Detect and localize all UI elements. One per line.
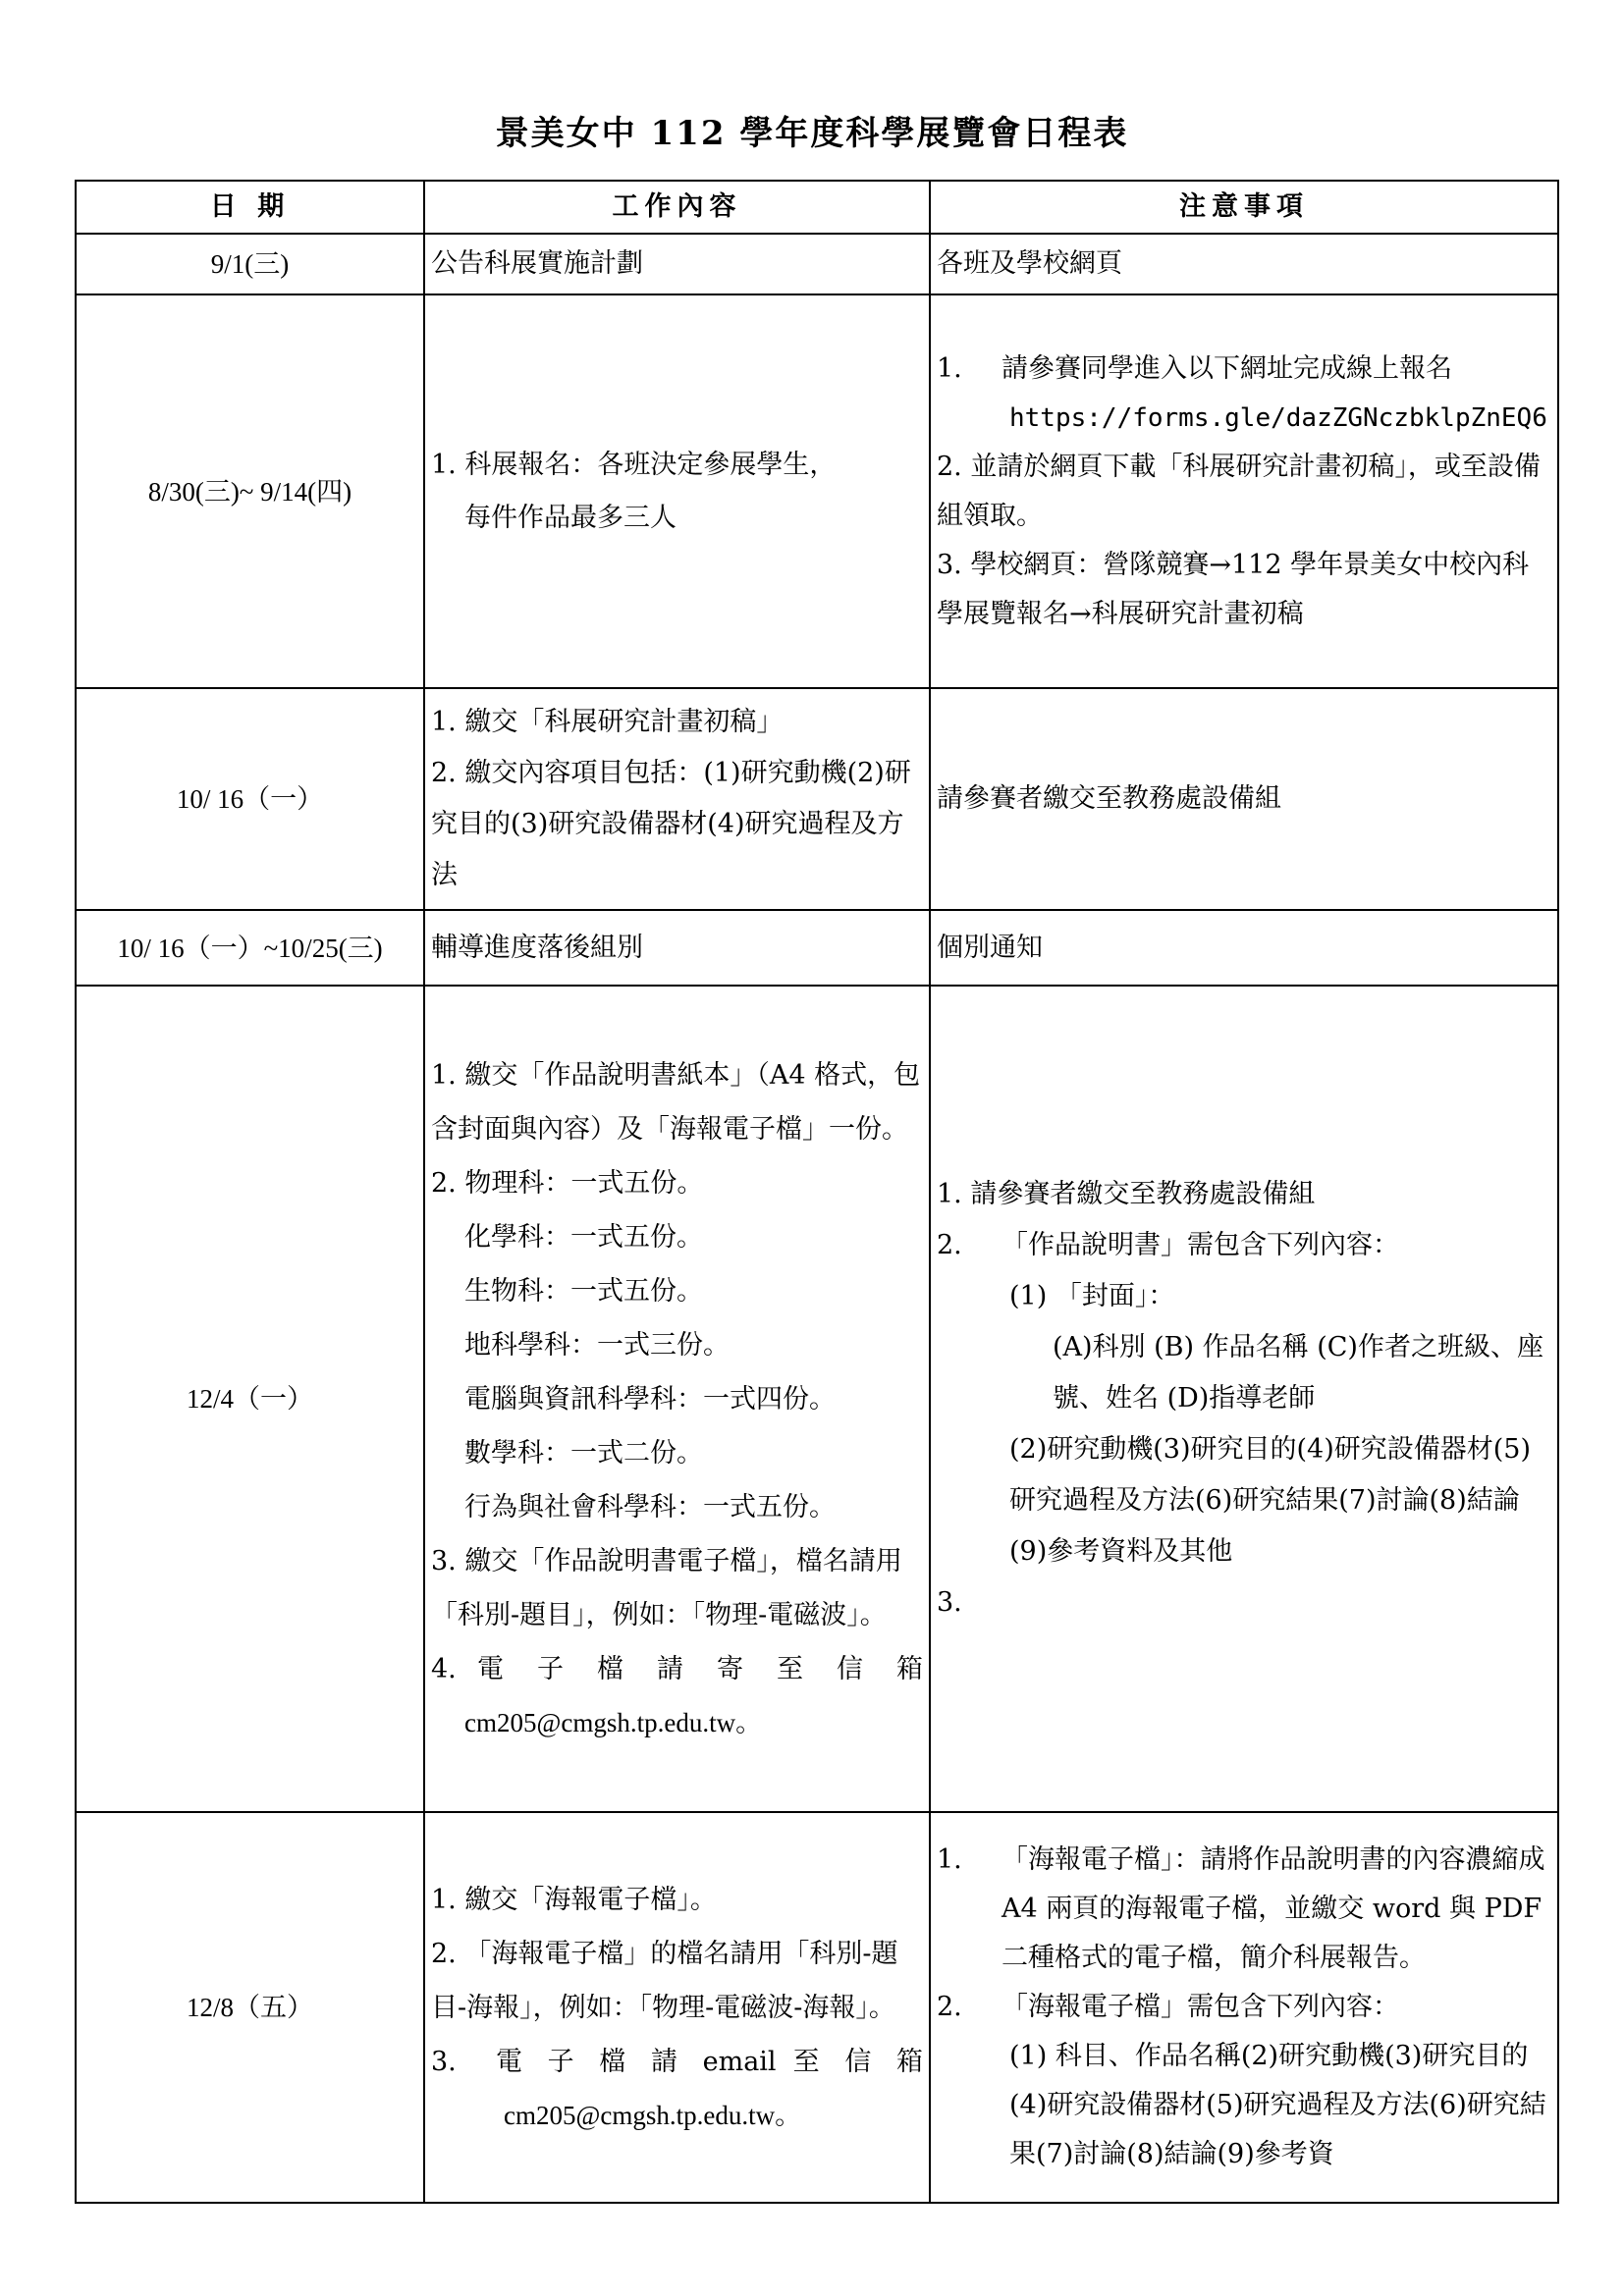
note-line: (2)研究動機(3)研究目的(4)研究設備器材(5)研究過程及方法(6)研究結果(7)討論(8)結論(9)參考資料及其他 xyxy=(1009,1434,1531,1567)
work-line: 數學科：一式二份。 xyxy=(464,1437,703,1468)
date-cell: 12/8（五） xyxy=(76,1812,424,2203)
notes-cell xyxy=(930,986,1558,1812)
note-line: (A)科別 (B) 作品名稱 (C)作者之班級、座號、姓名 (D)指導老師 xyxy=(1053,1332,1543,1414)
note-text: 「海報電子檔」需包含下列內容： xyxy=(1001,1992,1399,2022)
note-text: 3. 學校網頁：營隊競賽→112 學年景美女中校內科學展覽報名→科展研究計畫初稿 xyxy=(937,549,1530,629)
work-line: 化學科：一式五份。 xyxy=(464,1221,703,1253)
note-item xyxy=(937,443,1551,541)
date-cell: 10/ 16（一） xyxy=(76,688,424,910)
header-notes: 注意事項 xyxy=(930,181,1558,234)
notes-cell: 個別通知 xyxy=(930,910,1558,986)
work-line: 4. 電 子 檔 請 寄 至 信 箱 xyxy=(431,1653,923,1684)
notes-cell: 各班及學校網頁 xyxy=(930,234,1558,294)
note-item xyxy=(937,541,1551,639)
work-line: 1. 繳交「科展研究計畫初稿」 xyxy=(431,707,784,737)
note-text: 請參賽同學進入以下網址完成線上報名 xyxy=(1001,352,1452,384)
table-row xyxy=(76,986,1558,1812)
note-item xyxy=(937,1983,1551,2032)
note-item xyxy=(937,1836,1551,1983)
notes-cell xyxy=(930,1812,1558,2203)
work-cell xyxy=(424,294,930,688)
work-number: 3. xyxy=(431,2046,457,2077)
work-line: 2. 物理科：一式五份。 xyxy=(431,1167,704,1199)
table-row xyxy=(76,234,1558,294)
work-cell: 輔導進度落後組別 xyxy=(424,910,930,986)
date-cell: 10/ 16（一）~10/25(三) xyxy=(76,910,424,986)
note-line: 3. xyxy=(937,1587,962,1618)
note-line: (1) 「封面」： xyxy=(1009,1281,1175,1311)
work-line: 電腦與資訊科學科：一式四份。 xyxy=(464,1383,836,1415)
notes-cell: 請參賽者繳交至教務處設備組 xyxy=(930,688,1558,910)
note-item xyxy=(937,1220,1551,1271)
note-number: 2. xyxy=(937,1230,962,1260)
work-line: 生物科：一式五份。 xyxy=(464,1275,703,1307)
work-cell xyxy=(424,986,930,1812)
note-number: 1. xyxy=(937,1844,962,1875)
work-item xyxy=(431,2035,923,2089)
work-cell: 公告科展實施計劃 xyxy=(424,234,930,294)
note-number: 2. xyxy=(937,1992,962,2022)
table-row xyxy=(76,688,1558,910)
note-item xyxy=(937,345,1551,394)
work-line: 2. 繳交內容項目包括：(1)研究動機(2)研究目的(3)研究設備器材(4)研究過程及方法 xyxy=(431,758,911,890)
work-line: 1. 繳交「作品說明書紙本」（A4 格式，包含封面與內容）及「海報電子檔」一份。 xyxy=(431,1059,921,1145)
note-line: 1. 請參賽者繳交至教務處設備組 xyxy=(937,1179,1316,1209)
date-cell: 9/1(三) xyxy=(76,234,424,294)
header-work: 工作內容 xyxy=(424,181,930,234)
work-text: 電 子 檔 請 email 至 信 箱 xyxy=(496,2046,923,2077)
note-number: 1. xyxy=(937,352,962,384)
table-row xyxy=(76,294,1558,688)
work-line: 行為與社會科學科：一式五份。 xyxy=(464,1491,836,1522)
work-line: 3. 繳交「作品說明書電子檔」，檔名請用「科別-題目」，例如：「物理-電磁波」。 xyxy=(431,1545,902,1630)
note-text: 「海報電子檔」：請將作品說明書的內容濃縮成 A4 兩頁的海報電子檔，並繳交 word 與 PDF 二種格式的電子檔，簡介科展報告。 xyxy=(1001,1844,1545,1973)
header-date: 日 期 xyxy=(76,181,424,234)
work-line: 1. 繳交「海報電子檔」。 xyxy=(431,1884,717,1915)
page-title: 景美女中 112 學年度科學展覽會日程表 xyxy=(495,114,1129,153)
email-address[interactable]: cm205@cmgsh.tp.edu.tw。 xyxy=(504,2100,802,2130)
date-cell: 8/30(三)~ 9/14(四) xyxy=(76,294,424,688)
note-line: (1) 科目、作品名稱(2)研究動機(3)研究目的(4)研究設備器材(5)研究過程及方法(6)研究結果(7)討論(8)結論(9)參考資 xyxy=(1009,2041,1546,2169)
table-row xyxy=(76,1812,1558,2203)
work-cell xyxy=(424,1812,930,2203)
registration-url[interactable]: https://forms.gle/dazZGNczbklpZnEQ6 xyxy=(1009,402,1547,433)
date-cell: 12/4（一） xyxy=(76,986,424,1812)
schedule-table xyxy=(75,180,1559,2204)
work-line: 2. 「海報電子檔」的檔名請用「科別-題目-海報」，例如：「物理-電磁波-海報」。 xyxy=(431,1938,898,2023)
work-line: 每件作品最多三人 xyxy=(464,502,677,533)
note-text: 「作品說明書」需包含下列內容： xyxy=(1001,1230,1399,1260)
work-line: 地科學科：一式三份。 xyxy=(464,1329,730,1361)
work-cell xyxy=(424,688,930,910)
email-address[interactable]: cm205@cmgsh.tp.edu.tw。 xyxy=(464,1707,763,1737)
note-text: 2. 並請於網頁下載「科展研究計畫初稿」，或至設備組領取。 xyxy=(937,451,1541,531)
table-header-row xyxy=(76,181,1558,234)
work-line: 1. 科展報名：各班決定參展學生， xyxy=(431,449,837,480)
table-row xyxy=(76,910,1558,986)
notes-cell xyxy=(930,294,1558,688)
